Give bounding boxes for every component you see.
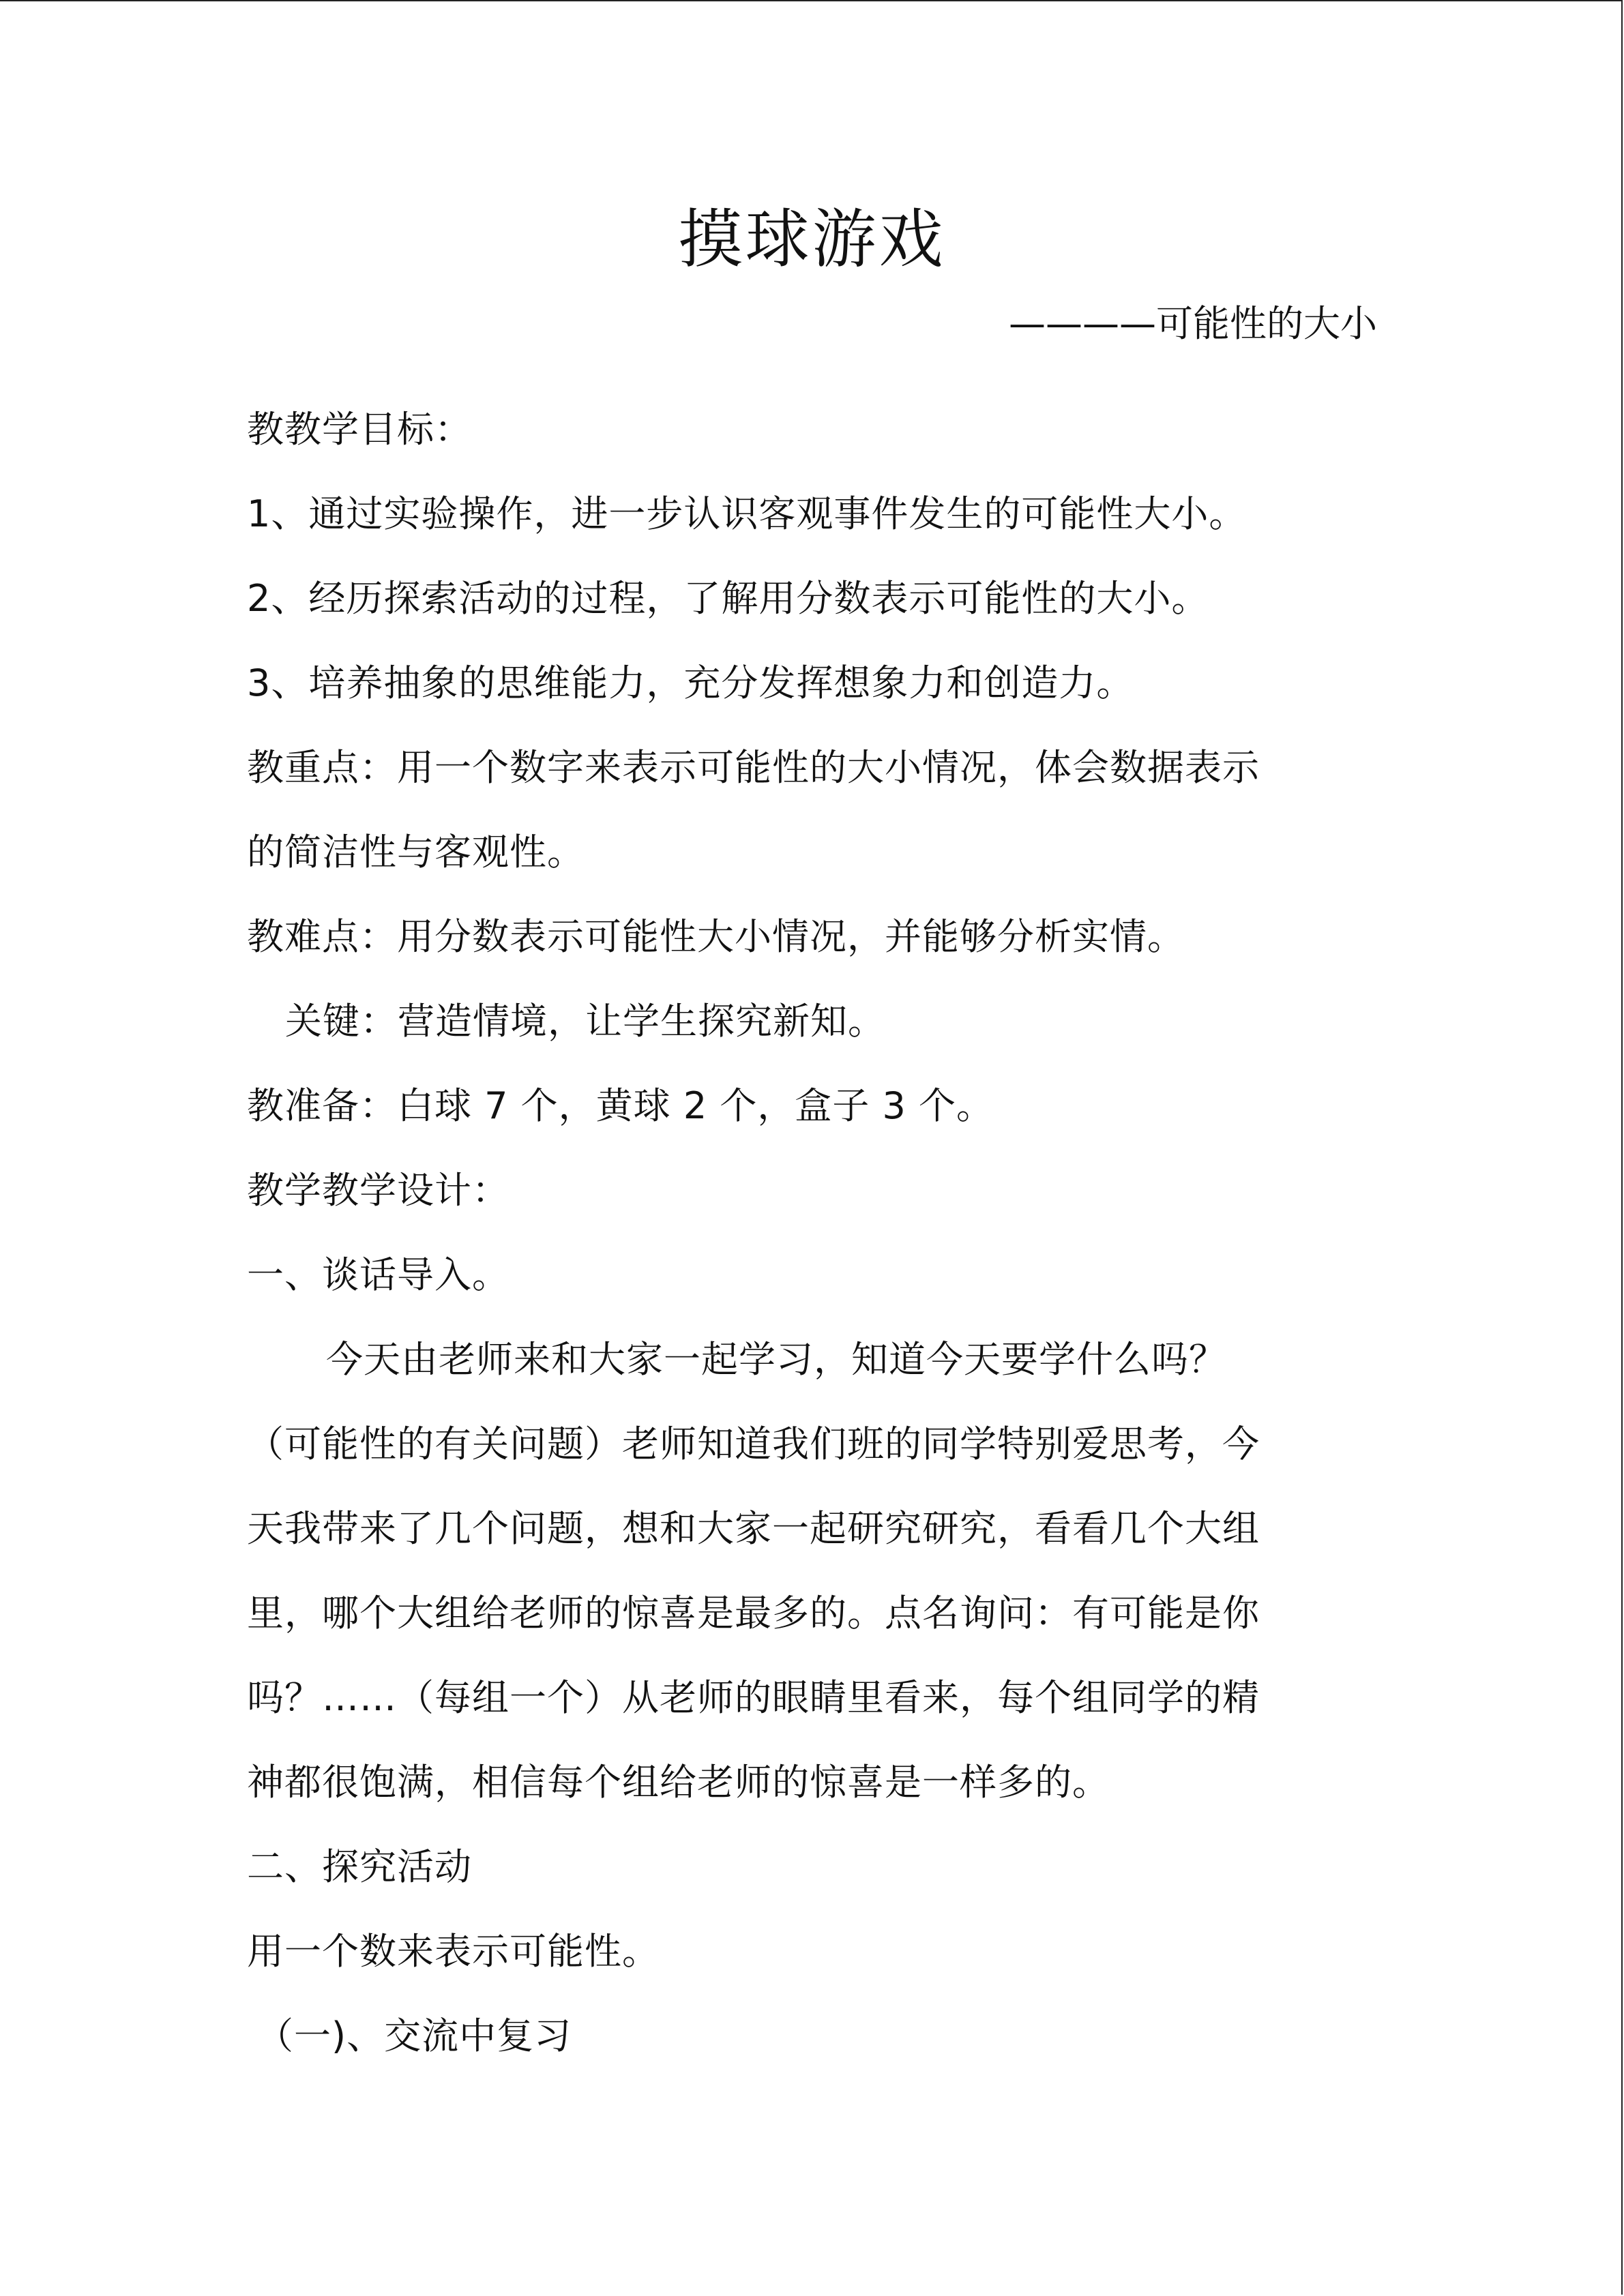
paragraph-line-2: （可能性的有关问题）老师知道我们班的同学特别爱思考，今 — [247, 1422, 1260, 1465]
key-point-line-2: 的简洁性与客观性。 — [247, 831, 585, 874]
difficulty-line: 教难点：用分数表示可能性大小情况，并能够分析实情。 — [247, 915, 1185, 958]
objective-item-3: 3、培养抽象的思维能力，充分发挥想象力和创造力。 — [247, 661, 1134, 704]
objective-item-1: 1、通过实验操作，进一步认识客观事件发生的可能性大小。 — [247, 492, 1247, 535]
objectives-heading: 教教学目标： — [247, 408, 472, 451]
subsection-1-heading: （一)、交流中复习 — [256, 2014, 572, 2057]
key-point-line-1: 教重点：用一个数字来表示可能性的大小情况，体会数据表示 — [247, 746, 1260, 789]
page-subtitle: ————可能性的大小 — [1009, 302, 1377, 345]
section-2-intro: 用一个数来表示可能性。 — [247, 1930, 660, 1973]
paragraph-line-4: 里，哪个大组给老师的惊喜是最多的。点名询问：有可能是你 — [247, 1592, 1260, 1635]
document-body — [247, 387, 1365, 2078]
section-2-heading: 二、探究活动 — [247, 1845, 472, 1888]
preparation-line: 教准备：白球 7 个，黄球 2 个，盒子 3 个。 — [247, 1084, 994, 1127]
objective-item-2: 2、经历探索活动的过程，了解用分数表示可能性的大小。 — [247, 577, 1209, 620]
key-line: 关键：营造情境，让学生探究新知。 — [285, 1000, 885, 1043]
paragraph-line-5: 吗？……（每组一个）从老师的眼睛里看来，每个组同学的精 — [247, 1676, 1260, 1719]
section-1-heading: 一、谈话导入。 — [247, 1253, 510, 1296]
paragraph-line-6: 神都很饱满，相信每个组给老师的惊喜是一样多的。 — [247, 1761, 1110, 1804]
page-title: 摸球游戏 — [678, 203, 946, 277]
design-heading: 教学教学设计： — [247, 1169, 510, 1212]
paragraph-line-3: 天我带来了几个问题，想和大家一起研究研究，看看几个大组 — [247, 1507, 1260, 1550]
paragraph-line-1: 今天由老师来和大家一起学习，知道今天要学什么吗？ — [326, 1338, 1226, 1381]
